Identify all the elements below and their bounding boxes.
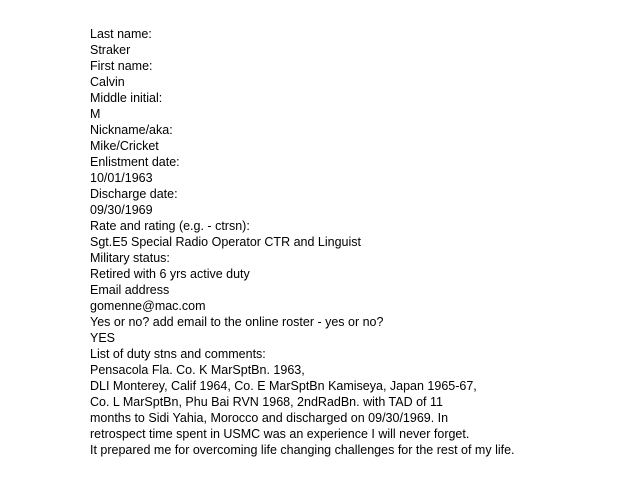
nickname-value: Mike/Cricket	[90, 139, 159, 153]
rate-value: Sgt.E5 Special Radio Operator CTR and Linguist	[90, 235, 361, 249]
last-name-value: Straker	[90, 43, 131, 57]
middle-initial-label: Middle initial:	[90, 91, 163, 105]
first-name-value: Calvin	[90, 75, 125, 89]
duty-comment-line: Pensacola Fla. Co. K MarSptBn. 1963,	[90, 363, 305, 377]
enlistment-date-label: Enlistment date:	[90, 155, 180, 169]
duty-stations-label: List of duty stns and comments:	[90, 347, 266, 361]
email-label: Email address	[90, 283, 170, 297]
duty-comment-line: months to Sidi Yahia, Morocco and discharged on 09/30/1969. In	[90, 411, 449, 425]
rate-label: Rate and rating (e.g. - ctrsn):	[90, 219, 250, 233]
last-name-label: Last name:	[90, 27, 152, 41]
military-status-label: Military status:	[90, 251, 170, 265]
middle-initial-value: M	[90, 107, 101, 121]
enlistment-date-value: 10/01/1963	[90, 171, 153, 185]
service-record	[90, 26, 630, 458]
email-value: gomenne@mac.com	[90, 299, 206, 313]
duty-comment-line: DLI Monterey, Calif 1964, Co. E MarSptBn Kamiseya, Japan 1965-67,	[90, 379, 477, 393]
first-name-label: First name:	[90, 59, 153, 73]
discharge-date-value: 09/30/1969	[90, 203, 153, 217]
nickname-label: Nickname/aka:	[90, 123, 173, 137]
roster-question-label: Yes or no? add email to the online roster - yes or no?	[90, 315, 384, 329]
discharge-date-label: Discharge date:	[90, 187, 178, 201]
duty-comment-line: retrospect time spent in USMC was an experience I will never forget.	[90, 427, 470, 441]
duty-comment-line: Co. L MarSptBn, Phu Bai RVN 1968, 2ndRadBn. with TAD of 11	[90, 395, 443, 409]
military-status-value: Retired with 6 yrs active duty	[90, 267, 250, 281]
roster-answer-value: YES	[90, 331, 116, 345]
duty-comment-line: It prepared me for overcoming life changing challenges for the rest of my life.	[90, 443, 515, 457]
